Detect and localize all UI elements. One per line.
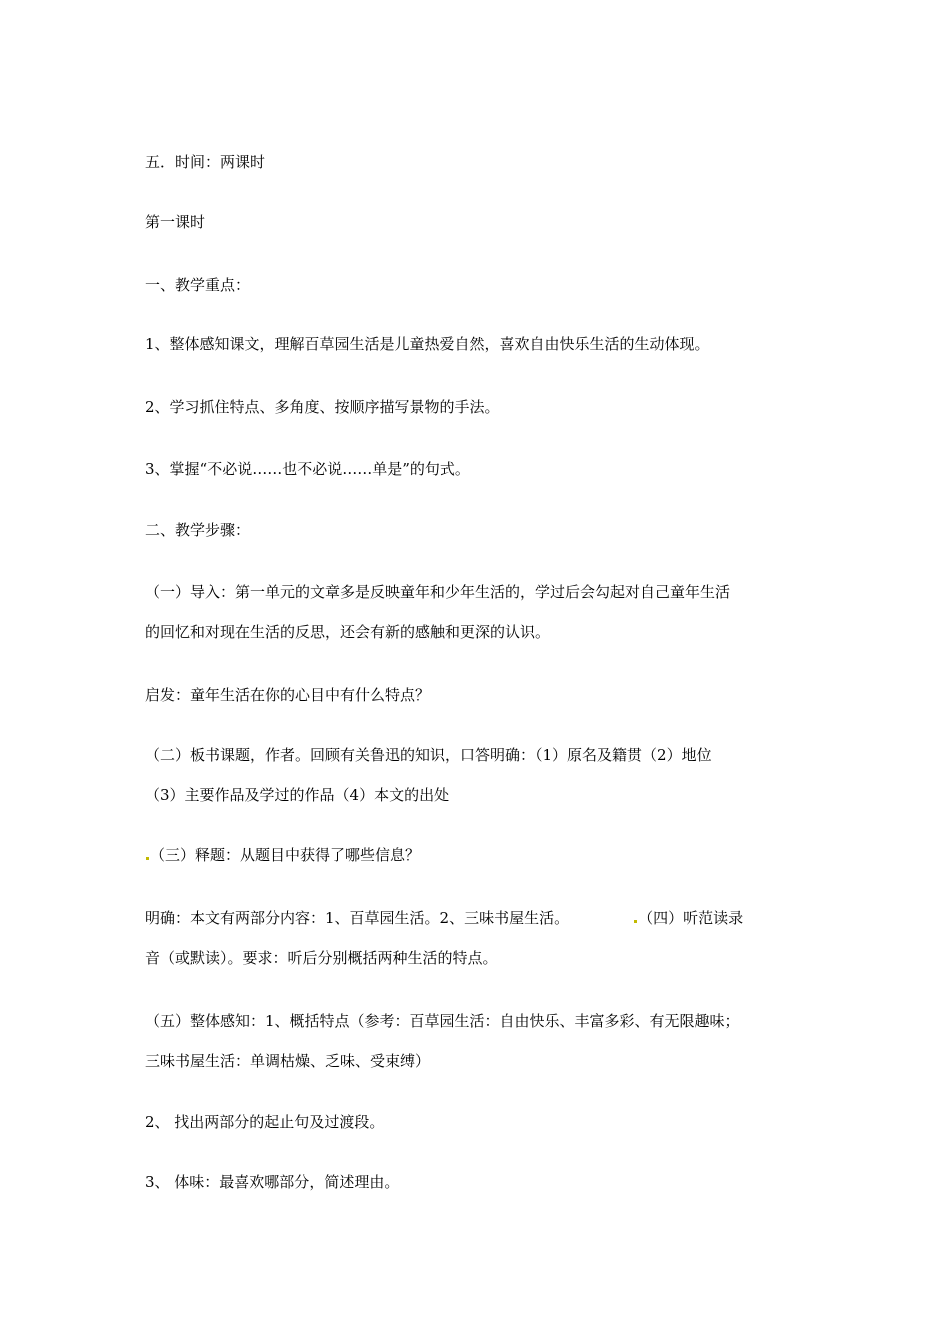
focus-item-3: 3、掌握“不必说……也不必说……单是”的句式。 — [145, 460, 470, 478]
section-time-heading: 五．时间：两课时 — [145, 153, 266, 171]
step-2-line-2: （3）主要作品及学过的作品（4）本文的出处 — [145, 786, 450, 804]
step-2-line-1: （二）板书课题，作者。回顾有关鲁迅的知识，口答明确：（1）原名及籍贯（2）地位 — [145, 746, 712, 764]
task-3-line: 3、 体味：最喜欢哪部分，简述理由。 — [145, 1173, 400, 1191]
clarify-line-1 — [145, 908, 825, 928]
inspiration-line: 启发：童年生活在你的心目中有什么特点？ — [145, 686, 431, 704]
clarify-line-2: 音（或默读）。要求：听后分别概括两种生活的特点。 — [145, 949, 498, 967]
marker-dot — [146, 857, 149, 860]
teaching-steps-heading: 二、教学步骤： — [145, 521, 251, 539]
teaching-focus-heading: 一、教学重点： — [145, 276, 251, 294]
clarify-text: 明确：本文有两部分内容：1、百草园生活。2、三味书屋生活。 — [145, 909, 570, 927]
step-5-line-2: 三味书屋生活：单调枯燥、乏味、受束缚） — [145, 1052, 431, 1070]
step-5-line-1: （五）整体感知：1、概括特点（参考：百草园生活：自由快乐、丰富多彩、有无限趣味； — [145, 1012, 740, 1030]
focus-item-1: 1、整体感知课文，理解百草园生活是儿童热爱自然，喜欢自由快乐生活的生动体现。 — [145, 335, 710, 353]
step-1-line-2: 的回忆和对现在生活的反思，还会有新的感触和更深的认识。 — [145, 623, 551, 641]
lesson-one-heading: 第一课时 — [145, 213, 206, 231]
step-1-line-1: （一）导入：第一单元的文章多是反映童年和少年生活的，学过后会勾起对自己童年生活 — [145, 583, 731, 601]
step-4-text: （四）听范读录 — [638, 909, 744, 927]
marker-dot — [634, 920, 637, 923]
step-3-line — [145, 845, 825, 865]
focus-item-2: 2、学习抓住特点、多角度、按顺序描写景物的手法。 — [145, 398, 500, 416]
step-3-text: （三）释题：从题目中获得了哪些信息？ — [150, 846, 421, 864]
task-2-line: 2、 找出两部分的起止句及过渡段。 — [145, 1113, 385, 1131]
